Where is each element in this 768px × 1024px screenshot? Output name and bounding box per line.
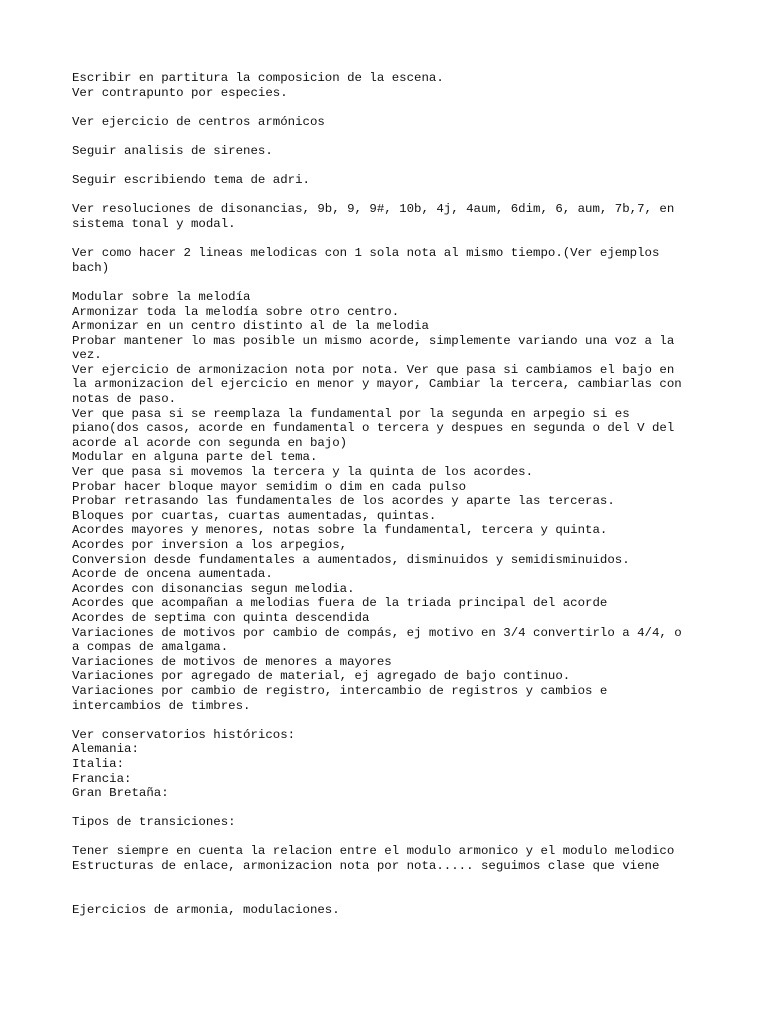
text-line: Probar retrasando las fundamentales de los acordes y aparte las terceras. <box>72 494 615 509</box>
blank-line <box>72 801 702 816</box>
text-line: acorde al acorde con segunda en bajo) <box>72 435 348 450</box>
text-line: intercambios de timbres. <box>72 698 251 713</box>
text-line: Alemania: <box>72 742 139 757</box>
text-line: Italia: <box>72 756 125 771</box>
text-line: bach) <box>72 260 110 275</box>
text-line: Ver resoluciones de disonancias, 9b, 9, 9#, 10b, 4j, 4aum, 6dim, 6, aum, 7b,7, en <box>72 202 675 217</box>
text-line: Probar mantener lo mas posible un mismo acorde, simplemente variando una voz a la <box>72 333 675 348</box>
text-line: Modular en alguna parte del tema. <box>72 450 318 465</box>
text-line: vez. <box>72 348 102 363</box>
text-line: notas de paso. <box>72 392 177 407</box>
text-line: Variaciones de motivos por cambio de compás, ej motivo en 3/4 convertirlo a 4/4, o <box>72 625 682 640</box>
text-line: Ver conservatorios históricos: <box>72 727 296 742</box>
blank-line <box>72 129 702 144</box>
text-line: Ver ejercicio de armonizacion nota por nota. Ver que pasa si cambiamos el bajo en <box>72 362 675 377</box>
text-line: Acordes que acompañan a melodias fuera de la triada principal del acorde <box>72 596 608 611</box>
blank-line <box>72 100 702 115</box>
text-line: Seguir analisis de sirenes. <box>72 143 273 158</box>
text-line: a compas de amalgama. <box>72 640 229 655</box>
text-line: Acorde de oncena aumentada. <box>72 567 273 582</box>
text-line: piano(dos casos, acorde en fundamental o tercera y despues en segunda o del V del <box>72 421 675 436</box>
text-line: Ver que pasa si movemos la tercera y la quinta de los acordes. <box>72 465 534 480</box>
text-line: Variaciones por agregado de material, ej agregado de bajo continuo. <box>72 669 571 684</box>
text-line: Estructuras de enlace, armonizacion nota por nota..... seguimos clase que viene <box>72 859 660 874</box>
text-line: sistema tonal y modal. <box>72 216 236 231</box>
blank-line <box>72 188 702 203</box>
blank-line <box>72 159 702 174</box>
text-line: Acordes de septima con quinta descendida <box>72 610 370 625</box>
text-line: Ver contrapunto por especies. <box>72 85 288 100</box>
text-line: Ejercicios de armonia, modulaciones. <box>72 902 340 917</box>
text-line: Acordes mayores y menores, notas sobre la fundamental, tercera y quinta. <box>72 523 608 538</box>
text-line: Ver como hacer 2 lineas melodicas con 1 sola nota al mismo tiempo.(Ver ejemplos <box>72 246 660 261</box>
text-line: Ver que pasa si se reemplaza la fundamental por la segunda en arpegio si es <box>72 406 630 421</box>
blank-line <box>72 874 702 903</box>
text-line: Gran Bretaña: <box>72 786 169 801</box>
text-line: la armonizacion del ejercicio en menor y mayor, Cambiar la tercera, cambiarlas con <box>72 377 682 392</box>
document-body <box>72 71 702 917</box>
text-line: Escribir en partitura la composicion de la escena. <box>72 71 444 85</box>
text-line: Bloques por cuartas, cuartas aumentadas, quintas. <box>72 508 437 523</box>
text-line: Armonizar en un centro distinto al de la melodia <box>72 319 429 334</box>
text-line: Armonizar toda la melodía sobre otro centro. <box>72 304 400 319</box>
text-line: Conversion desde fundamentales a aumentados, disminuidos y semidisminuidos. <box>72 552 630 567</box>
text-line: Variaciones de motivos de menores a mayores <box>72 654 392 669</box>
text-line: Acordes por inversion a los arpegios, <box>72 538 348 552</box>
blank-line <box>72 830 702 845</box>
text-line: Variaciones por cambio de registro, intercambio de registros y cambios e <box>72 683 608 698</box>
text-line: Probar hacer bloque mayor semidim o dim en cada pulso <box>72 479 467 494</box>
text-line: Tipos de transiciones: <box>72 815 236 830</box>
blank-line <box>72 275 702 290</box>
text-line: Acordes con disonancias segun melodia. <box>72 581 355 596</box>
blank-line <box>72 713 702 728</box>
text-line: Ver ejercicio de centros armónicos <box>72 114 325 129</box>
text-line: Modular sobre la melodía <box>72 289 251 304</box>
blank-line <box>72 232 702 247</box>
text-line: Francia: <box>72 771 132 786</box>
text-line: Seguir escribiendo tema de adri. <box>72 173 310 188</box>
text-line: Tener siempre en cuenta la relacion entre el modulo armonico y el modulo melodico <box>72 844 675 859</box>
